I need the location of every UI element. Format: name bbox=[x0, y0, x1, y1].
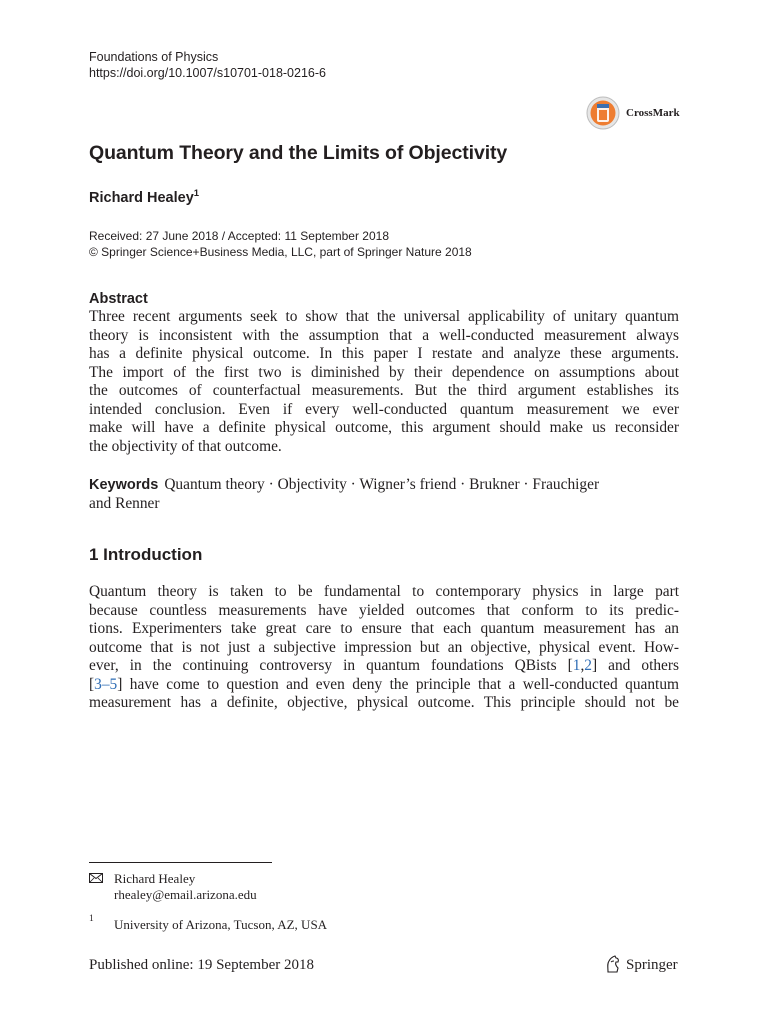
intro-line: Quantum theory is taken to be fundamental to contemporary physics in large part bbox=[89, 583, 679, 600]
abstract-body bbox=[89, 308, 679, 456]
springer-horse-icon bbox=[604, 954, 622, 974]
crossmark-label: CrossMark bbox=[626, 107, 680, 119]
keywords-block bbox=[89, 476, 679, 513]
author-name: Richard Healey bbox=[89, 190, 194, 206]
citation-link[interactable]: 3–5 bbox=[94, 675, 118, 693]
publisher-name: Springer bbox=[626, 957, 678, 973]
abstract-line: The import of the first two is diminished by their dependence on assumptions about bbox=[89, 363, 679, 381]
intro-line: measurement has a definite, objective, physical outcome. This principle should not be bbox=[89, 694, 679, 711]
abstract-line: make will have a definite physical outcome, this argument should make us reconsider bbox=[89, 419, 679, 436]
springer-logo bbox=[604, 954, 694, 976]
citation-link[interactable]: 1 bbox=[572, 657, 581, 674]
dates-block bbox=[89, 229, 472, 260]
published-date: Published online: 19 September 2018 bbox=[89, 957, 314, 973]
envelope-icon bbox=[89, 873, 103, 883]
intro-line: because countless measurements have yielded outcomes that conform to its predic- bbox=[89, 601, 679, 619]
intro-line: tions. Experimenters take great care to ensure that each quantum measurement has an bbox=[89, 620, 679, 637]
doi-link[interactable]: https://doi.org/10.1007/s10701-018-0216-6 bbox=[89, 66, 326, 80]
contact-email[interactable]: rhealey@email.arizona.edu bbox=[114, 887, 257, 902]
paper-title: Quantum Theory and the Limits of Objectivity bbox=[89, 142, 508, 164]
author-line bbox=[89, 188, 199, 206]
affiliation: University of Arizona, Tucson, AZ, USA bbox=[114, 917, 328, 932]
intro-line: ever, in the continuing controversy in quantum foundations QBists [1,2] and others bbox=[89, 657, 680, 674]
crossmark-icon bbox=[586, 96, 620, 130]
copyright: © Springer Science+Business Media, LLC, part of Springer Nature 2018 bbox=[89, 244, 472, 259]
intro-line: outcome that is not just a subjective impression but an objective, physical event. How- bbox=[89, 638, 679, 656]
journal-header bbox=[89, 49, 326, 81]
intro-line: [3–5] have come to question and even deny the principle that a well-conducted quantum bbox=[89, 675, 679, 693]
corresponding-author bbox=[114, 871, 257, 903]
abstract-line: the objectivity of that outcome. bbox=[89, 437, 282, 455]
section-heading: 1 Introduction bbox=[89, 545, 203, 564]
intro-text: ] and others bbox=[592, 657, 680, 674]
intro-text: ] have come to question and even deny the principle that a well-conducted quantum bbox=[117, 675, 679, 693]
author-affil-mark: 1 bbox=[193, 188, 200, 199]
keywords-list: Quantum theory · Objectivity · Wigner’s friend · Brukner · Frauchiger bbox=[164, 476, 600, 493]
intro-body bbox=[89, 583, 679, 713]
received-accepted: Received: 27 June 2018 / Accepted: 11 September 2018 bbox=[89, 229, 389, 243]
keywords-label: Keywords bbox=[89, 477, 159, 493]
affil-footnote-mark: 1 bbox=[89, 914, 94, 924]
intro-text: ever, in the continuing controversy in quantum foundations QBists [ bbox=[89, 657, 573, 674]
abstract-line: the outcomes of counterfactual measurements. But the third argument establishes its bbox=[89, 382, 679, 399]
abstract-line: Three recent arguments seek to show that the universal applicability of unitary quantum bbox=[89, 308, 679, 325]
footnote-rule bbox=[89, 862, 272, 863]
abstract-heading: Abstract bbox=[89, 291, 148, 307]
abstract-line: has a definite physical outcome. In this paper I restate and analyze these arguments. bbox=[89, 345, 679, 362]
journal-name: Foundations of Physics bbox=[89, 50, 219, 64]
abstract-line: intended conclusion. Even if every well-conducted quantum measurement we ever bbox=[89, 400, 679, 418]
abstract-line: theory is inconsistent with the assumption that a well-conducted measurement always bbox=[89, 326, 679, 344]
keywords-list-cont: and Renner bbox=[89, 494, 160, 512]
contact-name: Richard Healey bbox=[114, 871, 196, 886]
crossmark-badge[interactable] bbox=[586, 96, 686, 130]
citation-link[interactable]: 2 bbox=[584, 657, 592, 674]
